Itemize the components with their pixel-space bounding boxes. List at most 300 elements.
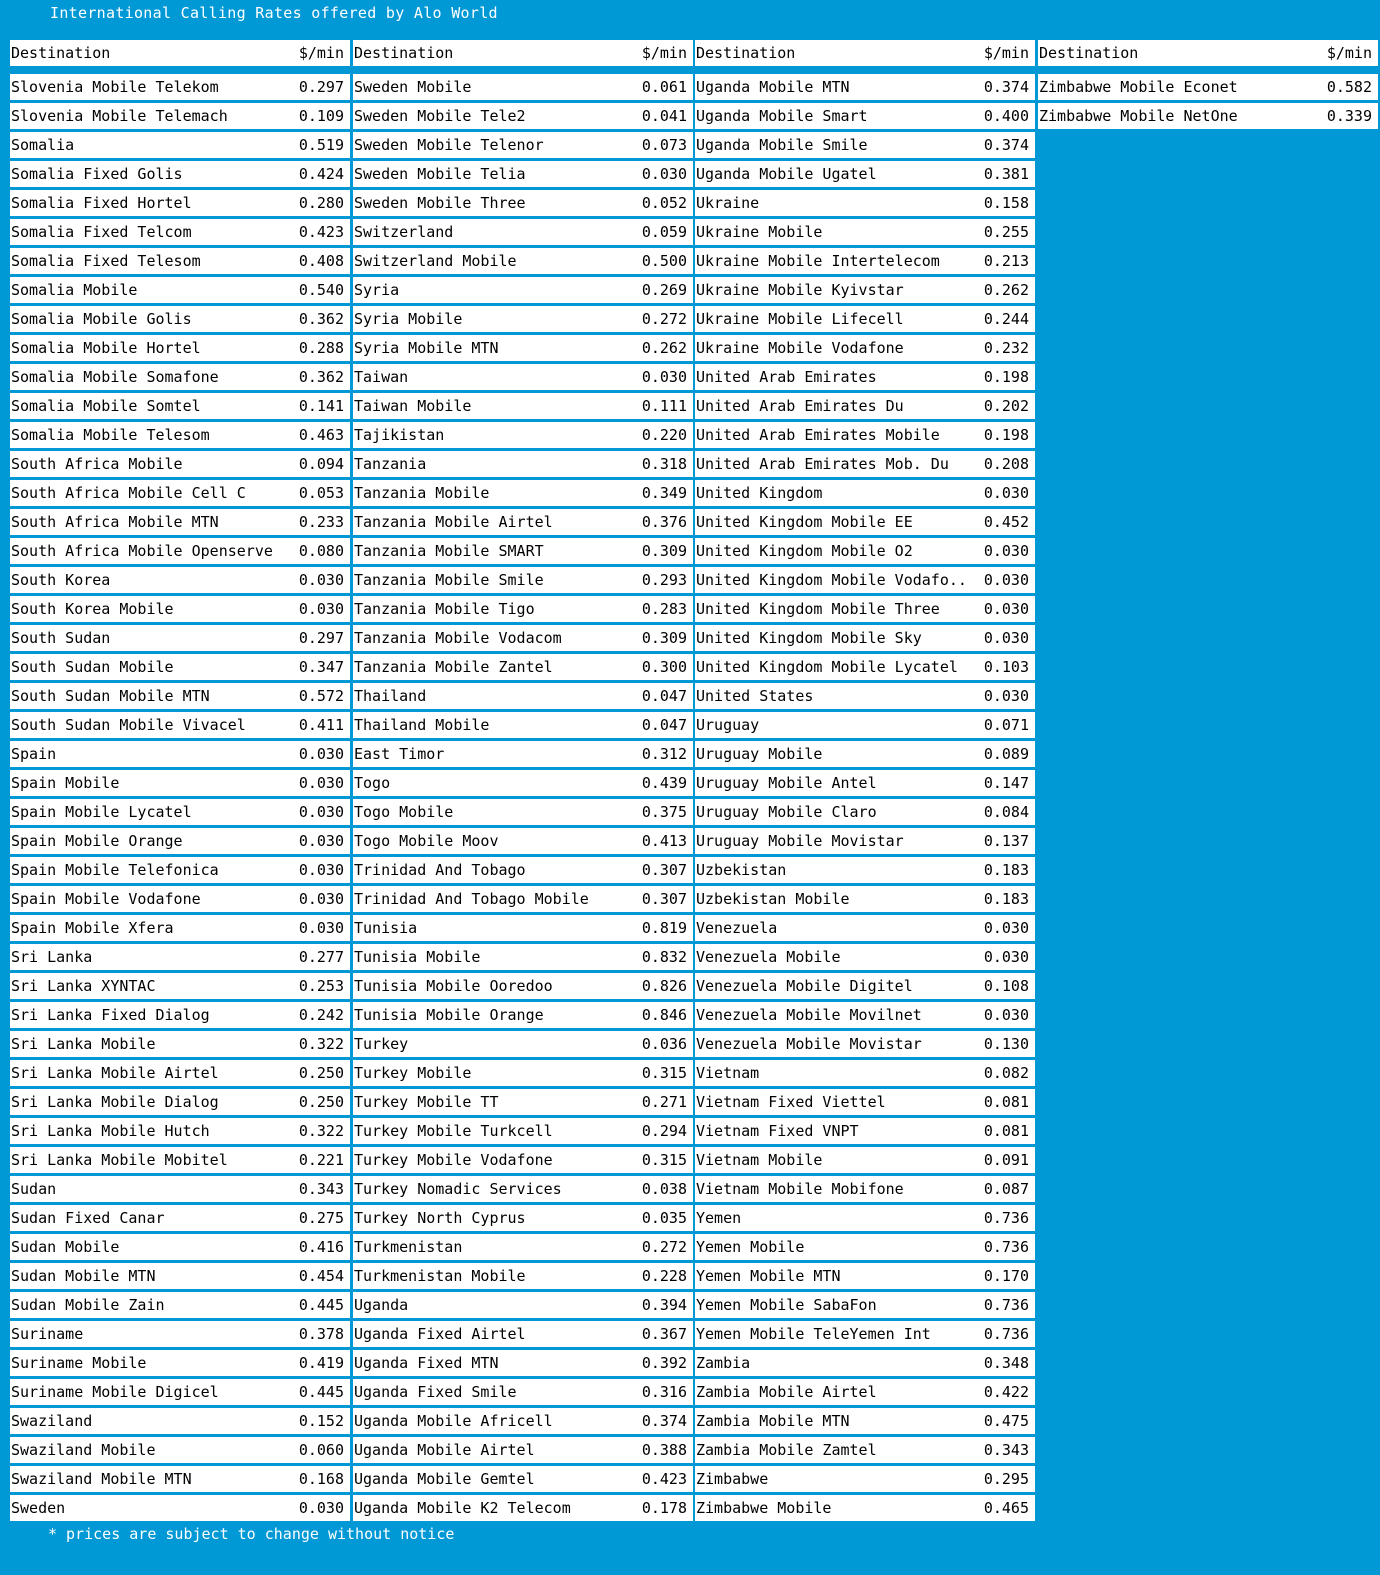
- rate-cell: 0.463: [298, 426, 344, 444]
- rate-row: [10, 1118, 350, 1144]
- rate-row: [353, 1234, 693, 1260]
- rate-cell: 0.081: [983, 1122, 1029, 1140]
- rate-row: [695, 1234, 1035, 1260]
- rate-row: [695, 1147, 1035, 1173]
- destination-cell: Sudan Mobile MTN: [11, 1267, 156, 1285]
- destination-cell: Tajikistan: [354, 426, 445, 444]
- rate-cell: 0.362: [298, 368, 344, 386]
- rate-row: [353, 1147, 693, 1173]
- rate-row: [353, 799, 693, 825]
- rate-row: [353, 944, 693, 970]
- rate-row: [695, 973, 1035, 999]
- rate-cell: 0.454: [298, 1267, 344, 1285]
- rate-row: [695, 451, 1035, 477]
- rate-row: [353, 741, 693, 767]
- rate-cell: 0.283: [641, 600, 687, 618]
- rate-row: [10, 393, 350, 419]
- destination-cell: Venezuela Mobile Digitel: [696, 977, 913, 995]
- destination-cell: United Kingdom Mobile Three: [696, 600, 940, 618]
- rate-cell: 0.309: [641, 629, 687, 647]
- rate-cell: 0.419: [298, 1354, 344, 1372]
- rate-row: [10, 625, 350, 651]
- rate-cell: 0.445: [298, 1296, 344, 1314]
- rate-row: [10, 683, 350, 709]
- rate-cell: 0.572: [298, 687, 344, 705]
- destination-cell: South Sudan Mobile Vivacel: [11, 716, 246, 734]
- rate-row: [353, 451, 693, 477]
- destination-cell: Uruguay Mobile Claro: [696, 803, 877, 821]
- rate-row: [10, 1002, 350, 1028]
- destination-cell: Spain Mobile Lycatel: [11, 803, 192, 821]
- rate-cell: 0.035: [641, 1209, 687, 1227]
- rate-cell: 0.073: [641, 136, 687, 154]
- rate-row: [695, 857, 1035, 883]
- destination-cell: Ukraine Mobile Lifecell: [696, 310, 904, 328]
- destination-cell: Tanzania Mobile: [354, 484, 490, 502]
- rate-cell: 0.053: [298, 484, 344, 502]
- destination-cell: Uganda Mobile Ugatel: [696, 165, 877, 183]
- rate-cell: 0.030: [983, 600, 1029, 618]
- rate-cell: 0.244: [983, 310, 1029, 328]
- destination-cell: Ukraine Mobile Intertelecom: [696, 252, 940, 270]
- rate-row: [695, 567, 1035, 593]
- rate-cell: 0.030: [298, 774, 344, 792]
- rate-cell: 0.141: [298, 397, 344, 415]
- destination-cell: South Korea: [11, 571, 111, 589]
- rate-cell: 0.262: [641, 339, 687, 357]
- rate-cell: 0.400: [983, 107, 1029, 125]
- footnote: * prices are subject to change without notice: [48, 1525, 455, 1543]
- rate-cell: 0.030: [298, 571, 344, 589]
- rate-row: [1038, 74, 1378, 100]
- rate-row: [10, 915, 350, 941]
- destination-cell: Sweden Mobile: [354, 78, 472, 96]
- rate-header: $/min: [641, 44, 687, 62]
- rate-row: [695, 1263, 1035, 1289]
- rate-cell: 0.041: [641, 107, 687, 125]
- destination-cell: Somalia Mobile Hortel: [11, 339, 201, 357]
- rate-cell: 0.452: [983, 513, 1029, 531]
- rate-cell: 0.071: [983, 716, 1029, 734]
- rate-row: [353, 1292, 693, 1318]
- rate-cell: 0.030: [298, 861, 344, 879]
- destination-cell: Tanzania Mobile Vodacom: [354, 629, 562, 647]
- rate-row: [353, 1350, 693, 1376]
- rate-row: [695, 1379, 1035, 1405]
- destination-cell: Ukraine Mobile Kyivstar: [696, 281, 904, 299]
- rate-row: [10, 277, 350, 303]
- rate-cell: 0.198: [983, 368, 1029, 386]
- rate-cell: 0.375: [641, 803, 687, 821]
- rate-row: [10, 219, 350, 245]
- rate-cell: 0.309: [641, 542, 687, 560]
- rate-cell: 0.030: [641, 165, 687, 183]
- destination-cell: Zambia: [696, 1354, 751, 1372]
- rates-column-3: [695, 40, 1035, 1524]
- rate-cell: 0.500: [641, 252, 687, 270]
- rate-row: [695, 393, 1035, 419]
- rate-cell: 0.030: [983, 948, 1029, 966]
- rate-row: [10, 712, 350, 738]
- destination-cell: South Africa Mobile MTN: [11, 513, 219, 531]
- destination-cell: Somalia Fixed Telesom: [11, 252, 201, 270]
- rate-row: [695, 509, 1035, 535]
- rate-row: [10, 1495, 350, 1521]
- rate-cell: 0.233: [298, 513, 344, 531]
- rate-cell: 0.736: [983, 1238, 1029, 1256]
- rate-row: [695, 1466, 1035, 1492]
- destination-cell: Spain: [11, 745, 57, 763]
- destination-cell: Slovenia Mobile Telemach: [11, 107, 228, 125]
- rate-row: [695, 364, 1035, 390]
- rate-cell: 0.374: [983, 78, 1029, 96]
- destination-cell: Swaziland: [11, 1412, 93, 1430]
- rate-cell: 0.269: [641, 281, 687, 299]
- rate-cell: 0.295: [983, 1470, 1029, 1488]
- destination-cell: Somalia Fixed Golis: [11, 165, 183, 183]
- rate-cell: 0.168: [298, 1470, 344, 1488]
- rate-row: [695, 1176, 1035, 1202]
- column-header: [10, 40, 350, 66]
- rate-cell: 0.465: [983, 1499, 1029, 1517]
- rate-row: [10, 857, 350, 883]
- rate-cell: 0.158: [983, 194, 1029, 212]
- destination-cell: South Africa Mobile Openserve: [11, 542, 273, 560]
- destination-cell: Spain Mobile: [11, 774, 120, 792]
- rate-row: [695, 1031, 1035, 1057]
- rate-row: [10, 480, 350, 506]
- rate-row: [10, 1437, 350, 1463]
- rate-cell: 0.736: [983, 1296, 1029, 1314]
- rate-cell: 0.147: [983, 774, 1029, 792]
- rate-row: [695, 712, 1035, 738]
- rate-row: [353, 538, 693, 564]
- rate-cell: 0.582: [1326, 78, 1372, 96]
- rate-cell: 0.130: [983, 1035, 1029, 1053]
- destination-cell: United Arab Emirates Mobile: [696, 426, 940, 444]
- rate-row: [353, 1118, 693, 1144]
- rate-row: [353, 393, 693, 419]
- rate-row: [10, 190, 350, 216]
- destination-cell: Spain Mobile Orange: [11, 832, 183, 850]
- rate-cell: 0.059: [641, 223, 687, 241]
- rate-row: [353, 973, 693, 999]
- rate-cell: 0.307: [641, 861, 687, 879]
- rate-cell: 0.137: [983, 832, 1029, 850]
- rate-cell: 0.439: [641, 774, 687, 792]
- rate-cell: 0.339: [1326, 107, 1372, 125]
- column-header: [695, 40, 1035, 66]
- rate-row: [353, 654, 693, 680]
- rate-row: [10, 103, 350, 129]
- rate-cell: 0.030: [983, 484, 1029, 502]
- destination-cell: Zimbabwe Mobile: [696, 1499, 832, 1517]
- rate-row: [695, 248, 1035, 274]
- destination-cell: Turkmenistan Mobile: [354, 1267, 526, 1285]
- rate-row: [353, 422, 693, 448]
- destination-cell: United Arab Emirates Du: [696, 397, 904, 415]
- rate-row: [695, 683, 1035, 709]
- destination-cell: Turkey: [354, 1035, 409, 1053]
- rate-cell: 0.367: [641, 1325, 687, 1343]
- destination-cell: Spain Mobile Xfera: [11, 919, 174, 937]
- rate-row: [695, 1060, 1035, 1086]
- rate-row: [695, 915, 1035, 941]
- destination-cell: Vietnam Mobile Mobifone: [696, 1180, 904, 1198]
- destination-cell: United Kingdom Mobile EE: [696, 513, 913, 531]
- rate-cell: 0.376: [641, 513, 687, 531]
- rate-cell: 0.081: [983, 1093, 1029, 1111]
- rate-cell: 0.271: [641, 1093, 687, 1111]
- rate-row: [353, 335, 693, 361]
- destination-cell: Uganda Mobile Smile: [696, 136, 868, 154]
- destination-cell: Turkey Mobile Turkcell: [354, 1122, 553, 1140]
- rate-row: [353, 1205, 693, 1231]
- rate-row: [10, 1466, 350, 1492]
- rate-row: [353, 712, 693, 738]
- rate-header: $/min: [983, 44, 1029, 62]
- rate-cell: 0.030: [983, 919, 1029, 937]
- rate-cell: 0.250: [298, 1064, 344, 1082]
- destination-cell: Ukraine Mobile Vodafone: [696, 339, 904, 357]
- rate-cell: 0.232: [983, 339, 1029, 357]
- destination-cell: Uruguay: [696, 716, 760, 734]
- rate-cell: 0.221: [298, 1151, 344, 1169]
- rate-row: [10, 1292, 350, 1318]
- destination-cell: Trinidad And Tobago: [354, 861, 526, 879]
- destination-header: Destination: [354, 44, 454, 62]
- rate-cell: 0.183: [983, 890, 1029, 908]
- destination-cell: South Korea Mobile: [11, 600, 174, 618]
- destination-cell: Uruguay Mobile: [696, 745, 823, 763]
- destination-cell: Uganda Mobile Airtel: [354, 1441, 535, 1459]
- rate-row: [695, 1205, 1035, 1231]
- rate-row: [353, 1379, 693, 1405]
- rate-cell: 0.846: [641, 1006, 687, 1024]
- rate-row: [695, 799, 1035, 825]
- destination-cell: Zambia Mobile MTN: [696, 1412, 850, 1430]
- destination-cell: Venezuela Mobile Movilnet: [696, 1006, 922, 1024]
- destination-cell: Tanzania Mobile Zantel: [354, 658, 553, 676]
- rate-cell: 0.061: [641, 78, 687, 96]
- destination-cell: Ukraine Mobile: [696, 223, 823, 241]
- destination-cell: Spain Mobile Telefonica: [11, 861, 219, 879]
- rate-row: [10, 451, 350, 477]
- rate-cell: 0.202: [983, 397, 1029, 415]
- destination-cell: Spain Mobile Vodafone: [11, 890, 201, 908]
- rate-cell: 0.413: [641, 832, 687, 850]
- rate-row: [695, 1118, 1035, 1144]
- rate-cell: 0.388: [641, 1441, 687, 1459]
- rate-row: [10, 132, 350, 158]
- destination-cell: United States: [696, 687, 814, 705]
- rate-cell: 0.318: [641, 455, 687, 473]
- rates-column-4: [1038, 40, 1378, 132]
- rate-row: [695, 219, 1035, 245]
- destination-cell: Zambia Mobile Airtel: [696, 1383, 877, 1401]
- rate-cell: 0.052: [641, 194, 687, 212]
- rate-row: [353, 683, 693, 709]
- rate-row: [353, 1089, 693, 1115]
- destination-cell: Zambia Mobile Zamtel: [696, 1441, 877, 1459]
- rate-row: [10, 1205, 350, 1231]
- rate-row: [353, 1002, 693, 1028]
- destination-cell: Sweden Mobile Telia: [354, 165, 526, 183]
- rate-cell: 0.312: [641, 745, 687, 763]
- rate-row: [10, 1379, 350, 1405]
- destination-cell: Sri Lanka Mobile Hutch: [11, 1122, 210, 1140]
- destination-cell: Tunisia Mobile: [354, 948, 481, 966]
- destination-cell: Suriname Mobile: [11, 1354, 147, 1372]
- rate-row: [353, 74, 693, 100]
- destination-header: Destination: [11, 44, 111, 62]
- destination-cell: Uganda Mobile Smart: [696, 107, 868, 125]
- destination-cell: Somalia Mobile Golis: [11, 310, 192, 328]
- rate-row: [10, 1408, 350, 1434]
- rate-row: [10, 306, 350, 332]
- rate-cell: 0.030: [298, 890, 344, 908]
- rate-cell: 0.322: [298, 1035, 344, 1053]
- rate-row: [353, 306, 693, 332]
- destination-cell: Tanzania: [354, 455, 427, 473]
- rate-cell: 0.250: [298, 1093, 344, 1111]
- destination-cell: East Timor: [354, 745, 445, 763]
- rate-row: [695, 538, 1035, 564]
- rate-cell: 0.288: [298, 339, 344, 357]
- rate-cell: 0.322: [298, 1122, 344, 1140]
- destination-cell: Yemen Mobile TeleYemen Int: [696, 1325, 931, 1343]
- rate-cell: 0.170: [983, 1267, 1029, 1285]
- rate-cell: 0.208: [983, 455, 1029, 473]
- destination-header: Destination: [1039, 44, 1139, 62]
- rate-cell: 0.220: [641, 426, 687, 444]
- destination-cell: Uganda Fixed Airtel: [354, 1325, 526, 1343]
- rate-row: [10, 1321, 350, 1347]
- destination-cell: United Kingdom Mobile Lycatel: [696, 658, 958, 676]
- rate-row: [353, 364, 693, 390]
- rate-row: [695, 1292, 1035, 1318]
- destination-cell: Tunisia Mobile Orange: [354, 1006, 544, 1024]
- destination-cell: Sri Lanka Mobile Mobitel: [11, 1151, 228, 1169]
- rate-row: [695, 1002, 1035, 1028]
- rate-cell: 0.103: [983, 658, 1029, 676]
- rate-row: [353, 1437, 693, 1463]
- destination-cell: Turkey North Cyprus: [354, 1209, 526, 1227]
- rate-row: [10, 1350, 350, 1376]
- rate-cell: 0.272: [641, 310, 687, 328]
- destination-cell: Uganda: [354, 1296, 409, 1314]
- rate-row: [10, 538, 350, 564]
- destination-cell: Vietnam: [696, 1064, 760, 1082]
- destination-cell: Sri Lanka XYNTAC: [11, 977, 156, 995]
- rate-cell: 0.242: [298, 1006, 344, 1024]
- rate-cell: 0.255: [983, 223, 1029, 241]
- rate-row: [10, 1176, 350, 1202]
- rate-cell: 0.084: [983, 803, 1029, 821]
- rate-cell: 0.316: [641, 1383, 687, 1401]
- destination-cell: Somalia Fixed Telcom: [11, 223, 192, 241]
- destination-cell: Vietnam Fixed VNPT: [696, 1122, 859, 1140]
- rate-cell: 0.422: [983, 1383, 1029, 1401]
- rate-cell: 0.030: [298, 600, 344, 618]
- rate-row: [10, 654, 350, 680]
- rate-cell: 0.374: [983, 136, 1029, 154]
- rate-row: [353, 857, 693, 883]
- rate-row: [695, 161, 1035, 187]
- rate-cell: 0.392: [641, 1354, 687, 1372]
- rate-cell: 0.080: [298, 542, 344, 560]
- rate-row: [10, 1147, 350, 1173]
- rate-cell: 0.108: [983, 977, 1029, 995]
- rate-cell: 0.540: [298, 281, 344, 299]
- destination-cell: United Kingdom Mobile Vodafo..: [696, 571, 967, 589]
- rate-row: [10, 567, 350, 593]
- rate-cell: 0.183: [983, 861, 1029, 879]
- rate-cell: 0.038: [641, 1180, 687, 1198]
- destination-cell: Sudan Fixed Canar: [11, 1209, 165, 1227]
- destination-cell: Yemen Mobile SabaFon: [696, 1296, 877, 1314]
- rate-cell: 0.030: [983, 1006, 1029, 1024]
- destination-cell: Swaziland Mobile MTN: [11, 1470, 192, 1488]
- destination-cell: United Arab Emirates Mob. Du: [696, 455, 949, 473]
- destination-cell: Venezuela: [696, 919, 778, 937]
- destination-cell: Sweden: [11, 1499, 66, 1517]
- rate-cell: 0.445: [298, 1383, 344, 1401]
- rate-cell: 0.094: [298, 455, 344, 473]
- rate-row: [695, 480, 1035, 506]
- destination-cell: Zimbabwe Mobile Econet: [1039, 78, 1238, 96]
- destination-cell: Taiwan: [354, 368, 409, 386]
- destination-cell: Zimbabwe: [696, 1470, 769, 1488]
- destination-cell: Uganda Fixed Smile: [354, 1383, 517, 1401]
- rate-row: [10, 799, 350, 825]
- destination-cell: Tunisia: [354, 919, 418, 937]
- rate-row: [353, 161, 693, 187]
- rate-cell: 0.262: [983, 281, 1029, 299]
- rate-row: [353, 277, 693, 303]
- destination-cell: Uganda Fixed MTN: [354, 1354, 499, 1372]
- destination-cell: Uzbekistan Mobile: [696, 890, 850, 908]
- rate-row: [353, 1031, 693, 1057]
- destination-cell: Tanzania Mobile Smile: [354, 571, 544, 589]
- rate-row: [695, 306, 1035, 332]
- rate-cell: 0.378: [298, 1325, 344, 1343]
- destination-cell: Syria Mobile MTN: [354, 339, 499, 357]
- rate-row: [695, 1437, 1035, 1463]
- rate-cell: 0.111: [641, 397, 687, 415]
- rate-row: [353, 1060, 693, 1086]
- rate-row: [10, 248, 350, 274]
- rate-cell: 0.030: [983, 629, 1029, 647]
- destination-cell: Togo Mobile Moov: [354, 832, 499, 850]
- rate-cell: 0.275: [298, 1209, 344, 1227]
- destination-cell: Sudan Mobile: [11, 1238, 120, 1256]
- rate-row: [353, 1408, 693, 1434]
- rate-cell: 0.411: [298, 716, 344, 734]
- destination-cell: Somalia: [11, 136, 75, 154]
- rate-row: [353, 770, 693, 796]
- rate-row: [10, 1263, 350, 1289]
- rate-row: [353, 190, 693, 216]
- rate-row: [353, 886, 693, 912]
- rate-cell: 0.152: [298, 1412, 344, 1430]
- rate-cell: 0.087: [983, 1180, 1029, 1198]
- rate-cell: 0.272: [641, 1238, 687, 1256]
- rate-row: [10, 1060, 350, 1086]
- destination-cell: Trinidad And Tobago Mobile: [354, 890, 589, 908]
- rate-cell: 0.060: [298, 1441, 344, 1459]
- rate-cell: 0.047: [641, 716, 687, 734]
